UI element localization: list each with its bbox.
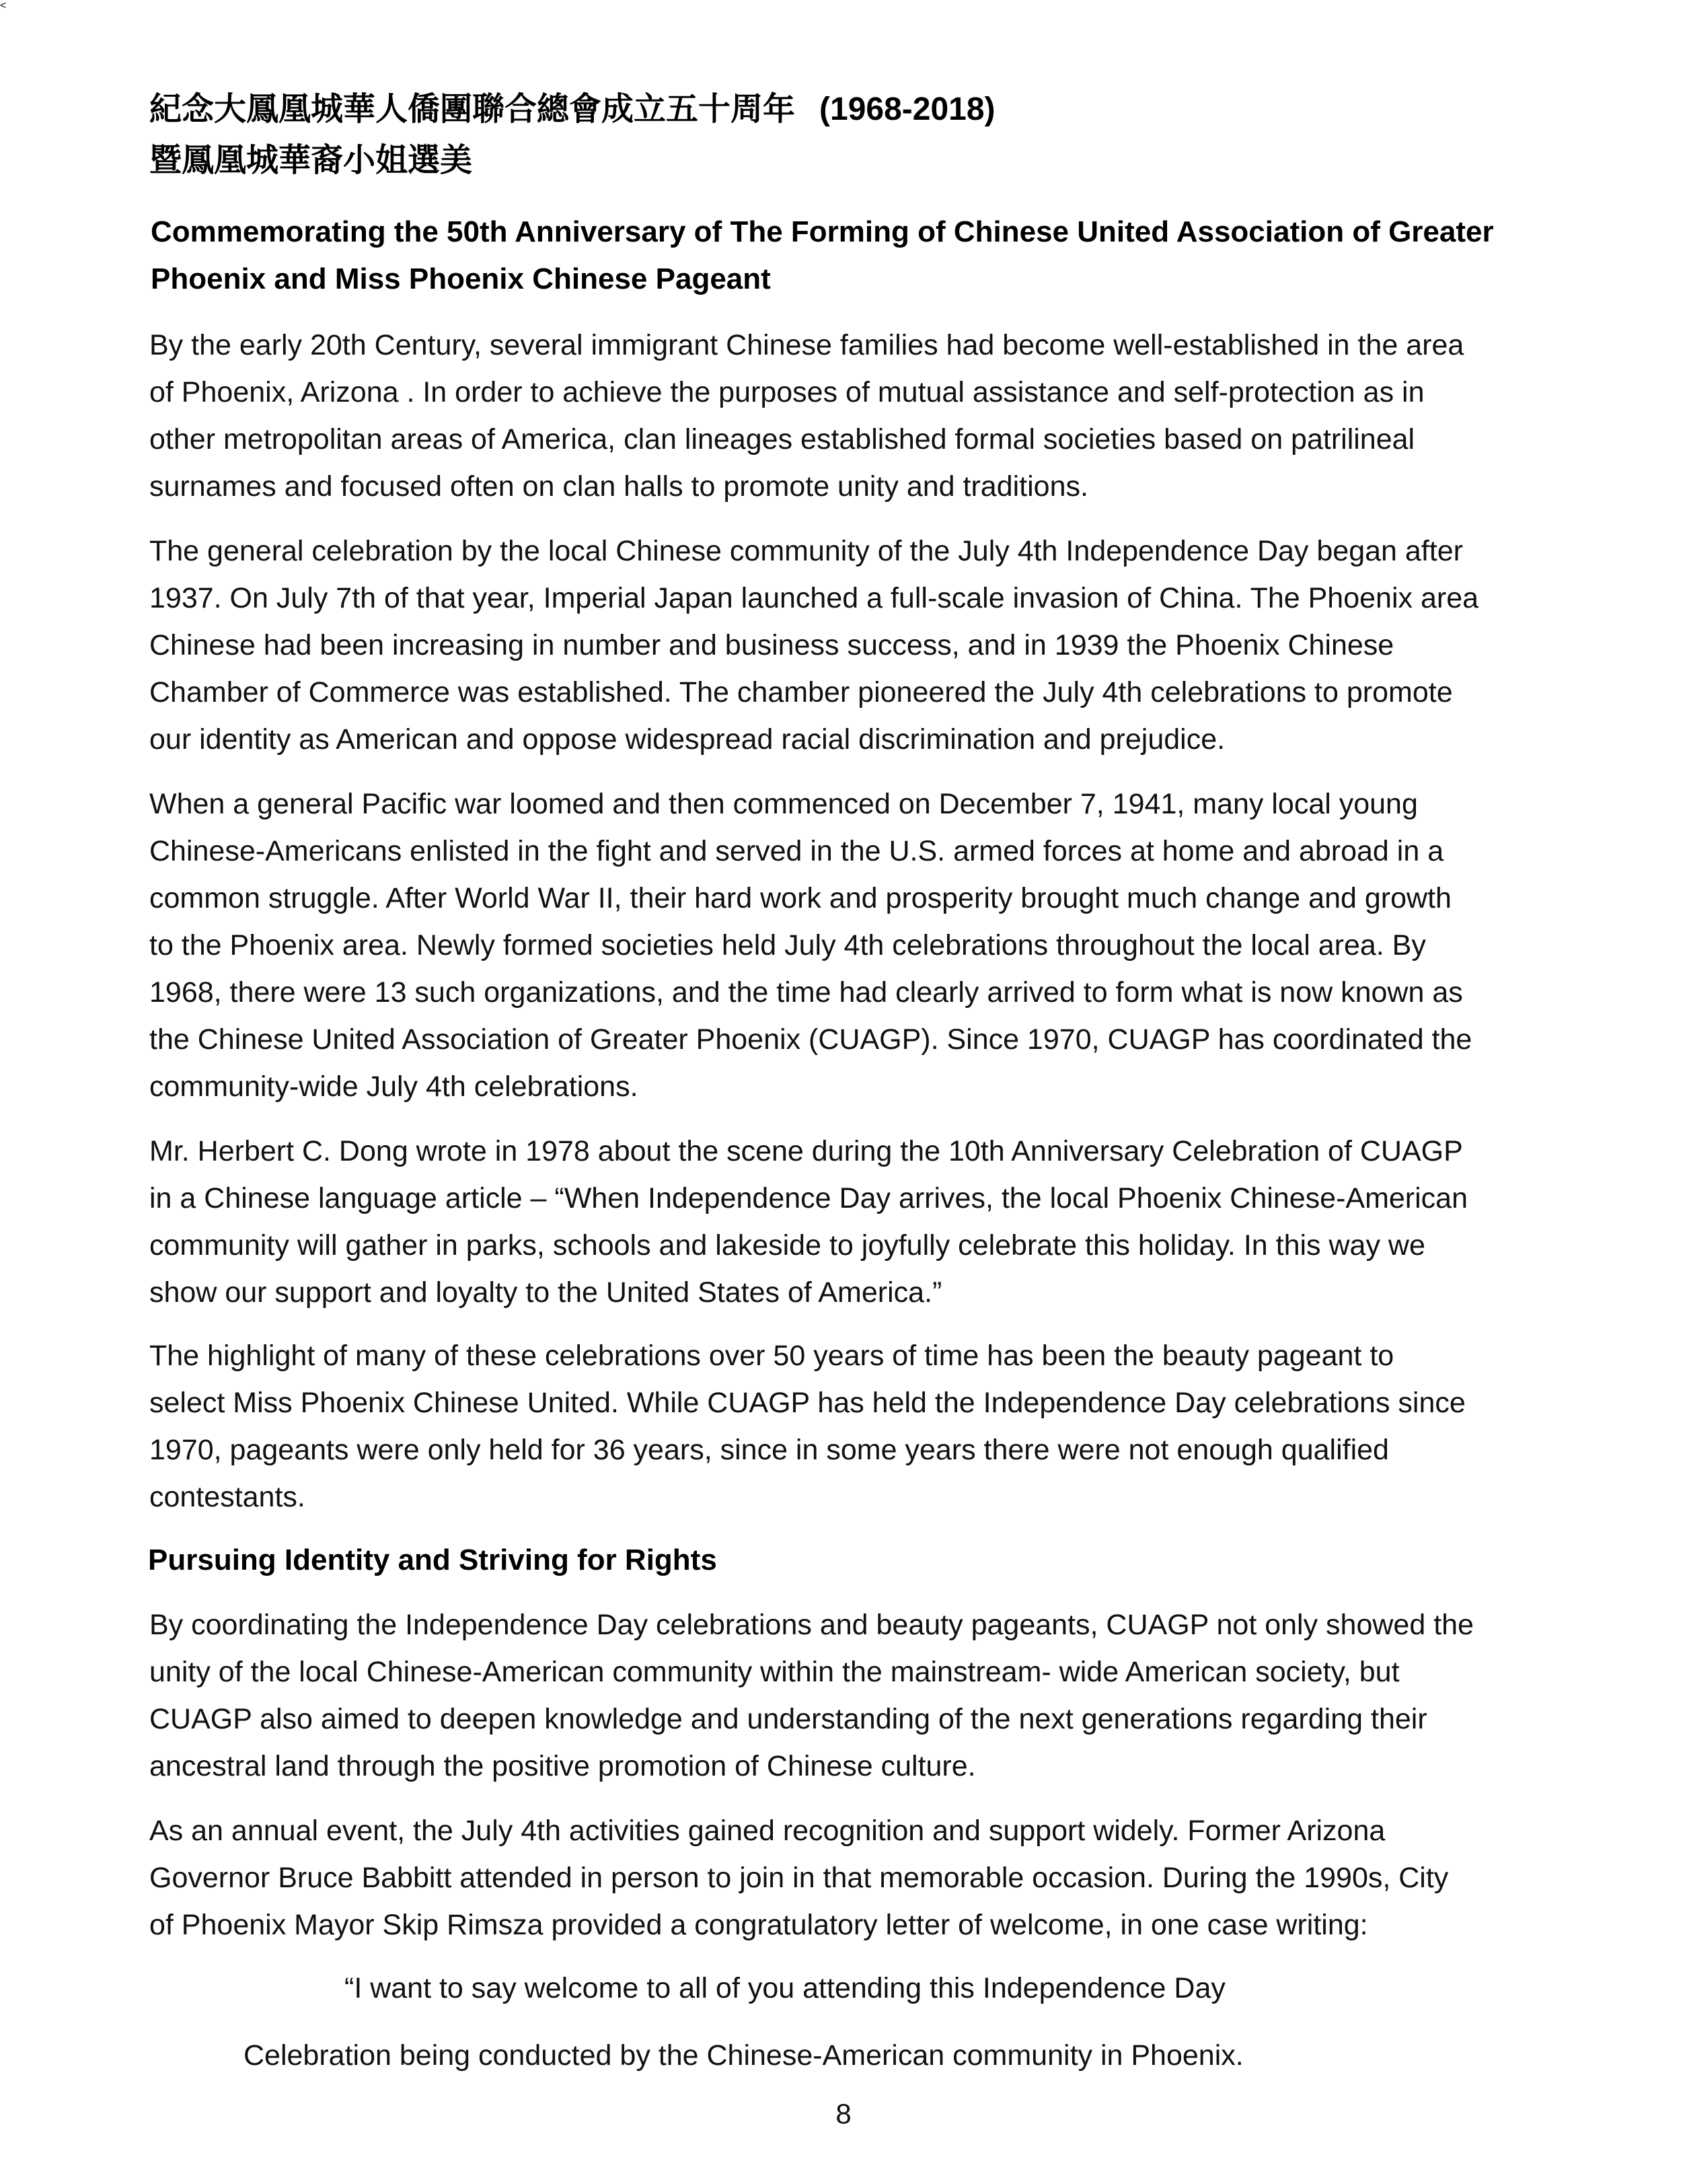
text-line: select Miss Phoenix Chinese United. While CUAGP has held the Independence Day celebrations since — [149, 1387, 1466, 1419]
quote-line-2: Celebration being conducted by the Chinese-American community in Phoenix. — [243, 2039, 1244, 2072]
text-line: When a general Pacific war loomed and then commenced on December 7, 1941, many local young — [149, 788, 1418, 820]
paragraph-3 — [149, 780, 1472, 1110]
text-line: unity of the local Chinese-American community within the mainstream- wide American society, but — [149, 1656, 1400, 1688]
text-line: common struggle. After World War II, their hard work and prosperity brought much change and growth — [149, 882, 1452, 914]
page-number: 8 — [835, 2098, 852, 2130]
paragraph-1 — [149, 322, 1464, 510]
chinese-title-line-1 — [149, 86, 996, 133]
text-line: By the early 20th Century, several immigrant Chinese families had become well-established in the area — [149, 329, 1464, 361]
chinese-title-text: 紀念大鳳凰城華人僑團聯合總會成立五十周年 — [149, 90, 796, 128]
paragraph-6 — [149, 1601, 1474, 1790]
document-page: 紀念大鳳凰城華人僑團聯合總會成立五十周年 (1968-2018) 暨鳳凰城華裔小姐選美 Commemorating the 50th Anniversary of The Forming of Chinese United Association of Greater Phoenix and Miss Phoenix Chinese Pageant By the early 20th Century, several immigrant Chinese families had become well-established in the area of Phoenix, Arizona . In order to achieve the purposes of mutual assistance and self-protection as in other metropolitan areas of America, clan lineages established formal societies based on patrilineal surnames and focused often on clan halls to promote unity and traditions. The general celebration by the local Chinese community of the July 4th Independence Day began after 1937. On July 7th of that year, Imperial Japan launched a full-scale invasion of China. The Phoenix area Chinese had been increasing in number and business success, and in 1939 the Phoenix Chinese Chamber of Commerce was established. The chamber pioneered the July 4th celebrations to promote our identity as American and oppose widespread racial discrimination and prejudice. When a general Pacific war loomed and then commenced on December 7, 1941, many local young Chinese-Americans enlisted in the fight and served in the U.S. armed forces at home and abroad in a common struggle. After World War II, their hard work and prosperity brought much change and growth to the Phoenix area. Newly formed societies held July 4th celebrations throughout the local area. By 1968, there were 13 such organizations, and the time had clearly arrived to form what is now known as the Chinese United Association of Greater Phoenix (CUAGP). Since 1970, CUAGP has coordinated the community-wide July 4th celebrations. Mr. Herbert C. Dong wrote in 1978 about the scene during the 10th Anniversary Celebration of CUAGP in a Chinese language article – “When Independence Day arrives, the local Phoenix Chinese-American community will gather in parks, schools and lakeside to joyfully celebrate this holiday. In this way we show our support and loyalty to the United States of America.” < The highlight of many of these celebrations over 50 years of time has been the beauty pageant to select Miss Phoenix Chinese United. While CUAGP has held the Independence Day celebrations since 1970, pageants were only held for 36 years, since in some years there were not enough qualified contestants. Pursuing Identity and Striving for Rights By coordinating the Independence Day celebrations and beauty pageants, CUAGP not only showed the unity of the local Chinese-American community within the mainstream- wide American society, but CUAGP also aimed to deepen knowledge and understanding of the next generations regarding their ancestral land through the positive promotion of Chinese culture. As an annual event, the July 4th activities gained recognition and support widely. Former Arizona Governor Bruce Babbitt attended in person to join in that memorable occasion. During the 1990s, City of Phoenix Mayor Skip Rimsza provided a congratulatory letter of welcome, in one case writing: “I want to say welcome to all of you attending this Independence Day Celebration being conducted by the Chinese-American community in Phoenix. 8 — [0, 0, 1687, 2184]
text-line: of Phoenix Mayor Skip Rimsza provided a congratulatory letter of welcome, in one case writing: — [149, 1909, 1368, 1941]
text-line: to the Phoenix area. Newly formed societies held July 4th celebrations throughout the local area. By — [149, 929, 1426, 961]
text-line: CUAGP also aimed to deepen knowledge and understanding of the next generations regarding their — [149, 1703, 1427, 1735]
english-heading-line-1: Commemorating the 50th Anniversary of The Forming of Chinese United Association of Greater — [151, 215, 1494, 248]
text-line: 1968, there were 13 such organizations, and the time had clearly arrived to form what is now known as — [149, 976, 1463, 1009]
paragraph-7 — [149, 1807, 1448, 1949]
chinese-title-line-2: 暨鳳凰城華裔小姐選美 — [149, 141, 473, 179]
text-line: As an annual event, the July 4th activities gained recognition and support widely. Former Arizona — [149, 1815, 1386, 1847]
text-line: the Chinese United Association of Greater Phoenix (CUAGP). Since 1970, CUAGP has coordinated the — [149, 1023, 1472, 1056]
text-line: ancestral land through the positive promotion of Chinese culture. — [149, 1750, 976, 1782]
text-line: The highlight of many of these celebrations over 50 years of time has been the beauty pageant to — [149, 1340, 1394, 1372]
text-line: By coordinating the Independence Day celebrations and beauty pageants, CUAGP not only showed the — [149, 1609, 1474, 1641]
text-line: in a Chinese language article – “When Independence Day arrives, the local Phoenix Chinese-American — [149, 1182, 1468, 1214]
text-line: other metropolitan areas of America, clan lineages established formal societies based on patrilineal — [149, 423, 1415, 456]
title-years: (1968-2018) — [819, 92, 996, 127]
text-line: community will gather in parks, schools and lakeside to joyfully celebrate this holiday. In this way we — [149, 1229, 1425, 1262]
text-line: our identity as American and oppose widespread racial discrimination and prejudice. — [149, 723, 1226, 756]
text-line: of Phoenix, Arizona . In order to achieve the purposes of mutual assistance and self-protection as in — [149, 376, 1425, 408]
text-line: surnames and focused often on clan halls to promote unity and traditions. — [149, 470, 1088, 503]
section-heading: Pursuing Identity and Striving for Rights — [148, 1543, 717, 1576]
text-line: Governor Bruce Babbitt attended in person to join in that memorable occasion. During the 1990s, City — [149, 1862, 1449, 1894]
text-line: The general celebration by the local Chinese community of the July 4th Independence Day began after — [149, 535, 1463, 567]
text-line: Chinese-Americans enlisted in the fight and served in the U.S. armed forces at home and abroad in a — [149, 835, 1444, 867]
text-line: community-wide July 4th celebrations. — [149, 1070, 638, 1103]
text-line: contestants. — [149, 1481, 305, 1513]
text-line: Chinese had been increasing in number and business success, and in 1939 the Phoenix Chinese — [149, 629, 1394, 661]
paragraph-4 — [149, 1128, 1468, 1316]
paragraph-2 — [149, 527, 1478, 763]
text-line: Mr. Herbert C. Dong wrote in 1978 about the scene during the 10th Anniversary Celebration of CUAGP — [149, 1135, 1463, 1167]
text-line: show our support and loyalty to the United States of America.” — [149, 1276, 942, 1309]
text-line: 1970, pageants were only held for 36 years, since in some years there were not enough qualified — [149, 1434, 1389, 1466]
text-line: 1937. On July 7th of that year, Imperial Japan launched a full-scale invasion of China. The Phoenix area — [149, 582, 1479, 614]
english-heading-line-2: Phoenix and Miss Phoenix Chinese Pageant — [151, 262, 771, 295]
quote-line-1: “I want to say welcome to all of you attending this Independence Day — [344, 1972, 1226, 2004]
text-line: Chamber of Commerce was established. The chamber pioneered the July 4th celebrations to promote — [149, 676, 1453, 708]
paragraph-5 — [149, 1332, 1466, 1521]
